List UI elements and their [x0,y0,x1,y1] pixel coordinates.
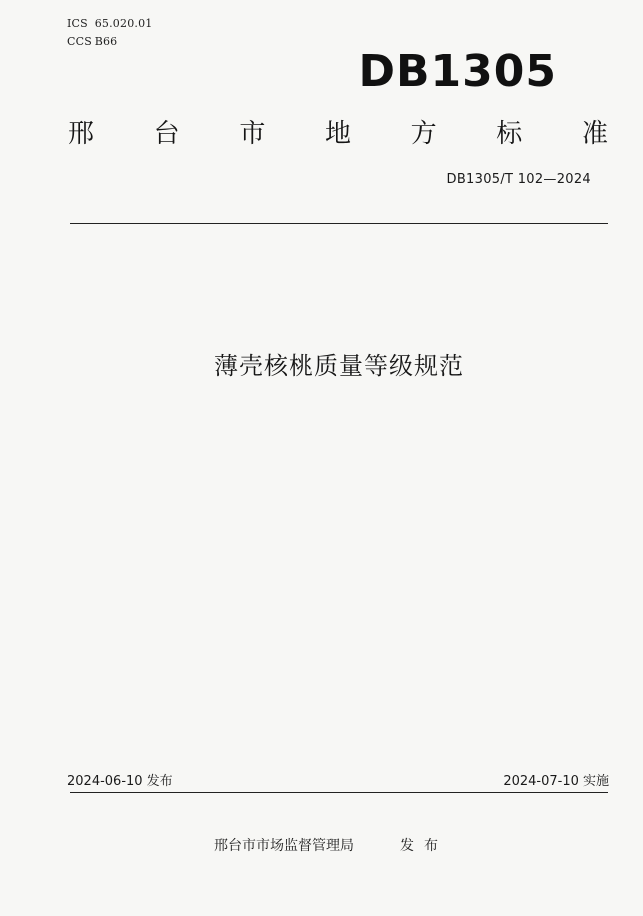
standard-type-char: 标 [496,119,523,149]
ccs-classification [67,35,117,48]
document-title: 薄壳核桃质量等级规范 [214,352,464,380]
issue-date: 2024-06-10 发布 [67,774,173,789]
standard-type-char: 台 [153,119,180,149]
standard-number: DB1305/T 102—2024 [446,172,591,187]
standard-type-char: 准 [581,119,608,149]
ics-code: 65.020.01 [94,17,153,30]
issuing-authority: 邢台市市场监督管理局 [214,838,354,854]
standard-type-char: 市 [239,119,266,149]
standard-type-heading [68,113,608,150]
footer-divider [70,792,608,793]
header-divider [70,223,608,224]
ics-label: ICS [67,17,88,30]
ccs-code: B66 [94,35,118,48]
db-standard-mark: DB1305 [358,46,557,97]
standard-type-char: 地 [324,119,351,149]
standard-type-char: 方 [410,119,437,149]
issuer-action: 发布 [400,838,448,854]
standard-type-char: 邢 [68,119,95,149]
ics-classification [67,17,153,30]
ccs-label: CCS [67,35,92,48]
implementation-date: 2024-07-10 实施 [503,774,609,789]
